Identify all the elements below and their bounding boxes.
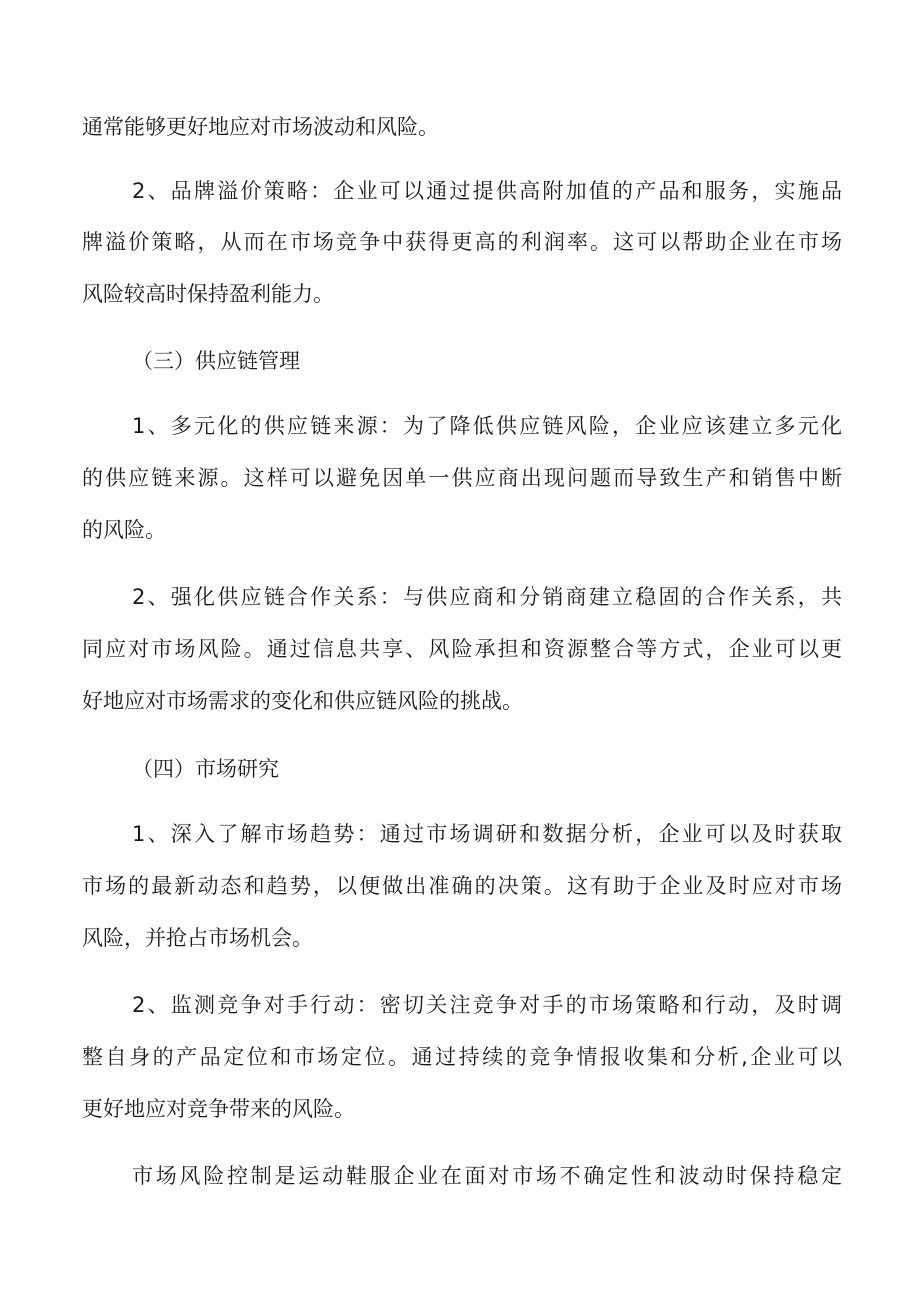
section-heading: （四）市场研究 [132,757,279,781]
paragraph-line: 2、监测竞争对手行动：密切关注竞争对手的市场策略和行动，及时调 [132,993,842,1017]
paragraph-line: 同应对市场风险。通过信息共享、风险承担和资源整合等方式，企业可以更 [82,637,842,661]
paragraph-line: 的风险。 [82,518,166,542]
paragraph-line: 1、深入了解市场趋势：通过市场调研和数据分析，企业可以及时获取 [132,822,842,846]
section-heading: （三）供应链管理 [132,349,300,373]
paragraph-line: 通常能够更好地应对市场波动和风险。 [82,115,439,139]
paragraph-line: 2、品牌溢价策略：企业可以通过提供高附加值的产品和服务，实施品 [132,179,842,203]
paragraph-line: 风险，并抢占市场机会。 [82,926,313,950]
paragraph-line: 1、多元化的供应链来源：为了降低供应链风险，企业应该建立多元化 [132,414,842,438]
paragraph-line: 市场的最新动态和趋势，以便做出准确的决策。这有助于企业及时应对市场 [82,874,842,898]
paragraph-line: 风险较高时保持盈利能力。 [82,282,334,306]
paragraph-line: 的供应链来源。这样可以避免因单一供应商出现问题而导致生产和销售中断 [82,466,842,490]
paragraph-line: 更好地应对竞争带来的风险。 [82,1097,355,1121]
paragraph-line: 2、强化供应链合作关系：与供应商和分销商建立稳固的合作关系，共 [132,585,842,609]
paragraph-line: 市场风险控制是运动鞋服企业在面对市场不确定性和波动时保持稳定 [132,1164,842,1188]
paragraph-line: 牌溢价策略，从而在市场竞争中获得更高的利润率。这可以帮助企业在市场 [82,230,842,254]
paragraph-line: 整自身的产品定位和市场定位。通过持续的竞争情报收集和分析,企业可以 [82,1045,842,1069]
paragraph-line: 好地应对市场需求的变化和供应链风险的挑战。 [82,689,523,713]
